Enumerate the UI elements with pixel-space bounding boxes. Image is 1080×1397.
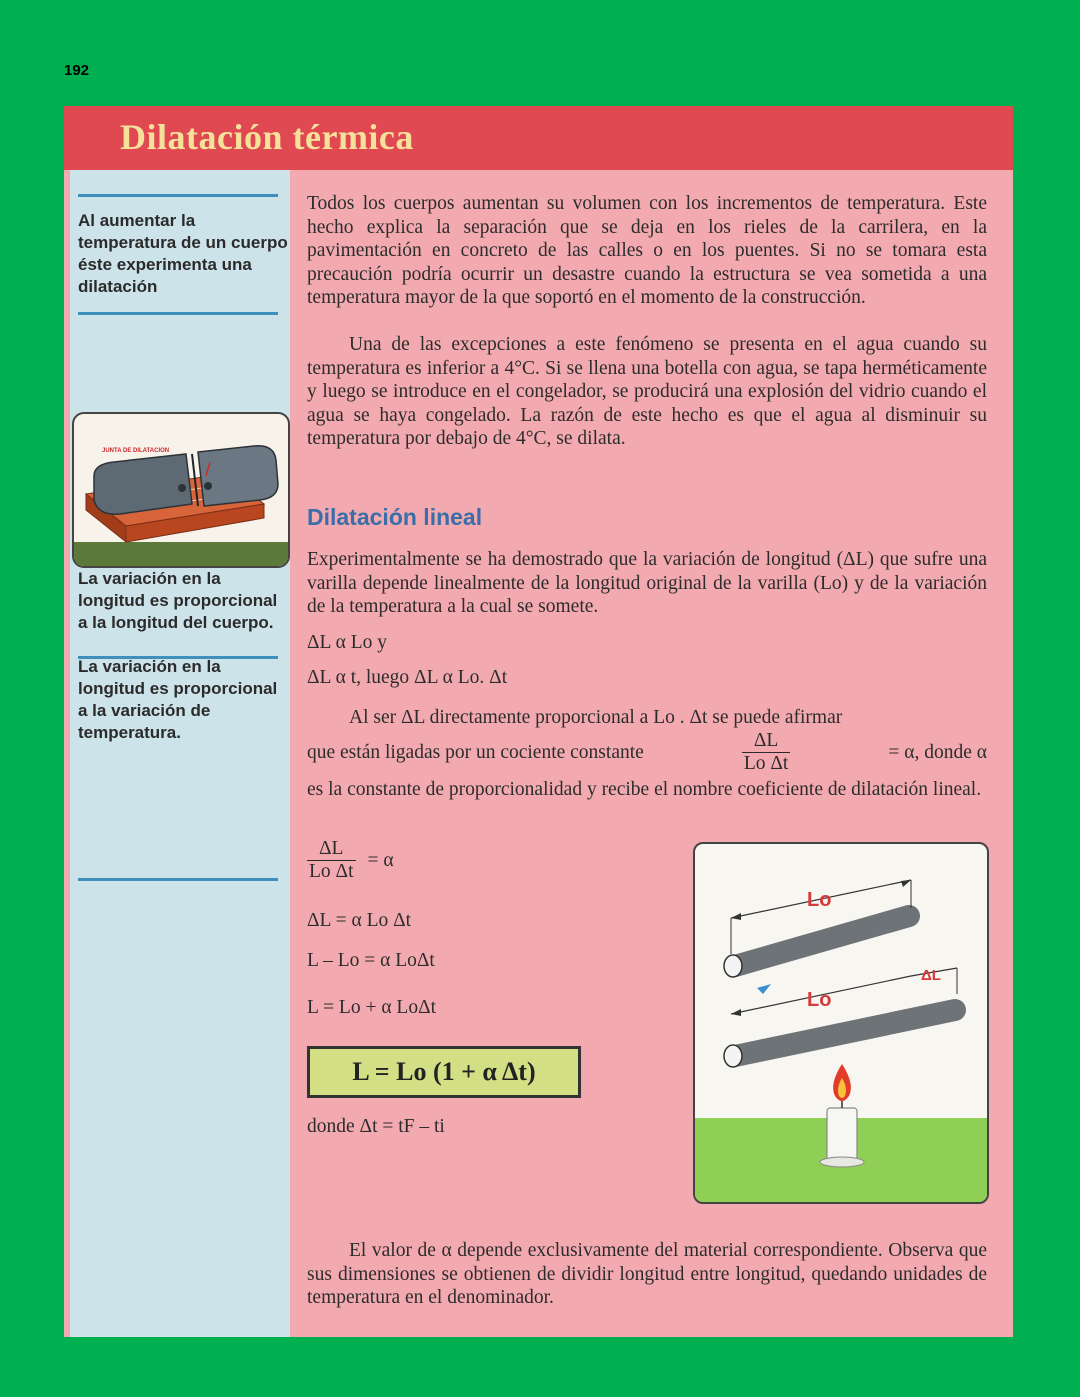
intro-paragraph-1: Todos los cuerpos aumentan su volumen con los incrementos de temperatura. Este hecho explica la separación que se deja en los rieles de la carrilera, en la pavimentación en concreto de las calles o en los puentes. Si no se tomara esta precaución podría ocurrir un desastre cuando la estructura se vea sometida a una temperatura mayor de la que soportó en el momento de la construcción.	[307, 193, 987, 308]
sidebar-divider	[78, 194, 278, 197]
fraction-numerator: ΔL	[753, 730, 779, 751]
ratio-paragraph-line-2	[307, 730, 987, 775]
equation-where: donde Δt = tF – ti	[307, 1116, 445, 1137]
bottom-rod	[724, 1010, 955, 1067]
top-rod	[724, 916, 909, 977]
ratio-paragraph-line-1: Al ser ΔL directamente proporcional a Lo . Δt se puede afirmar	[349, 707, 843, 728]
proportion-relation-1: ΔL α Lo y	[307, 632, 387, 653]
expansion-joint-drawing	[74, 414, 288, 566]
intro-paragraph-2: Una de las excepciones a este fenómeno se presenta en el agua cuando su temperatura es inferior a 4°C. Si se llena una botella con agua, se tapa herméticamente y luego se introduce en el congelador, se producirá una explosión del vidrio cuando el agua se haya congelado. La razón de este hecho es que el agua al disminuir su temperatura por debajo de 4°C, se dilata.	[307, 334, 987, 449]
section-title-dilatacion-lineal: Dilatación lineal	[307, 504, 483, 530]
sidebar-note-dilatacion: Al aumentar la temperatura de un cuerpo éste experimenta una dilatación	[78, 211, 288, 296]
ratio-text-before: que están ligadas por un cociente constante	[307, 741, 644, 763]
rod-expansion-drawing	[695, 844, 987, 1202]
textbook-page	[64, 106, 1013, 1337]
sidebar	[70, 170, 290, 1337]
page-title: Dilatación térmica	[120, 117, 414, 157]
top-length-label: Lo	[807, 889, 832, 911]
fraction-denominator: Lo Δt	[309, 861, 354, 882]
rod-expansion-illustration	[693, 842, 989, 1204]
sidebar-note-longitud: La variación en la longitud es proporcional a la longitud del cuerpo.	[78, 569, 278, 632]
expansion-arrow-icon	[757, 984, 771, 994]
expansion-joint-label: JUNTA DE DILATACION	[102, 448, 170, 454]
ground-strip	[74, 542, 288, 566]
fraction-numerator: ΔL	[319, 838, 344, 859]
equation-1-fraction	[307, 838, 356, 883]
equation-1	[307, 838, 394, 883]
sidebar-divider	[78, 312, 278, 315]
bottom-length-label: Lo	[807, 989, 832, 1011]
equation-1-rhs: = α	[367, 849, 394, 871]
candle	[820, 1064, 864, 1167]
ratio-fraction	[742, 730, 791, 775]
title-bar	[64, 106, 1013, 170]
sidebar-note-temperatura: La variación en la longitud es proporcional a la variación de temperatura.	[78, 657, 278, 742]
ratio-paragraph-line-3: es la constante de proporcionalidad y recibe el nombre coeficiente de dilatación lineal.	[307, 779, 982, 800]
proportion-relation-2: ΔL α t, luego ΔL α Lo. Δt	[307, 667, 508, 688]
linear-paragraph: Experimentalmente se ha demostrado que la variación de longitud (ΔL) que sufre una varilla depende linealmente de la longitud original de la varilla (Lo) y de la variación de la temperatura a la cual se somete.	[307, 549, 987, 617]
equation-4: L = Lo + α LoΔt	[307, 997, 437, 1018]
page-number: 192	[64, 62, 90, 79]
closing-paragraph: El valor de α depende exclusivamente del material correspondiente. Observa que sus dimensiones se obtienen de dividir longitud entre longitud, quedando unidades de temperatura en el denominador.	[307, 1240, 987, 1308]
equation-2: ΔL = α Lo Δt	[307, 910, 412, 931]
fraction-denominator: Lo Δt	[743, 753, 789, 774]
delta-length-label: ΔL	[921, 967, 941, 984]
sidebar-divider	[78, 878, 278, 881]
ratio-text-after: = α, donde α	[888, 741, 987, 763]
equation-3: L – Lo = α LoΔt	[307, 950, 435, 971]
expansion-joint-illustration	[72, 412, 290, 568]
boxed-final-equation: L = Lo (1 + α Δt)	[307, 1046, 581, 1098]
